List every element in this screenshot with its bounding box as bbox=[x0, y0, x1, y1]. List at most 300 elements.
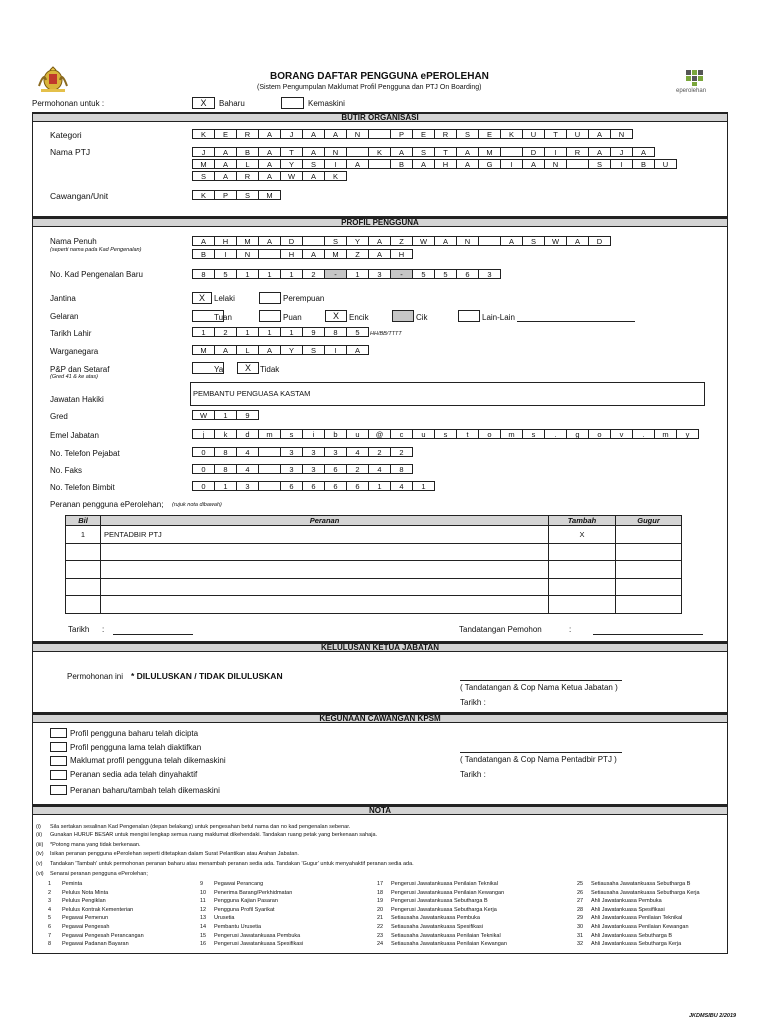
char-cell: S bbox=[588, 159, 611, 169]
char-cell: 8 bbox=[192, 269, 215, 279]
char-cell bbox=[500, 147, 523, 157]
lain-lain-input-line[interactable] bbox=[517, 321, 635, 322]
role-number: 23 bbox=[377, 932, 384, 939]
role-number: 4 bbox=[48, 906, 52, 913]
name-field-line2[interactable] bbox=[192, 249, 412, 259]
char-cell: 4 bbox=[236, 464, 259, 474]
applicant-sign-colon: : bbox=[569, 625, 572, 634]
dob-format: HH/BB/TTTT bbox=[370, 331, 402, 337]
char-cell: S bbox=[456, 129, 479, 139]
section-kelulusan: KELULUSAN KETUA JABATAN bbox=[33, 643, 727, 652]
role-number: 3 bbox=[48, 898, 52, 905]
note-text: Senarai peranan pengguna ePerolehan; bbox=[50, 871, 148, 877]
char-cell: t bbox=[456, 429, 479, 439]
pnp-label: P&P dan Setaraf bbox=[50, 365, 110, 374]
char-cell: A bbox=[434, 236, 457, 246]
char-cell: 2 bbox=[390, 447, 413, 457]
role-name: Pegawai Pemenun bbox=[62, 915, 109, 922]
checkbox-lelaki[interactable]: X bbox=[192, 292, 212, 304]
char-cell: S bbox=[324, 236, 347, 246]
char-cell: 3 bbox=[324, 447, 347, 457]
char-cell: H bbox=[434, 159, 457, 169]
note-number: (iii) bbox=[36, 842, 44, 848]
role-name: Pengerusi Jawatankuasa Pembuka bbox=[214, 932, 301, 939]
char-cell: B bbox=[236, 147, 259, 157]
char-cell: R bbox=[566, 147, 589, 157]
kategori-field[interactable] bbox=[192, 129, 632, 139]
note-text: Sila sertakan sesalinan Kad Pengenalan (depan belakang) untuk pengesahan betul nama dan no kad pengenalan sebenar. bbox=[50, 824, 351, 830]
kpsm-checkbox-4[interactable] bbox=[50, 770, 67, 780]
char-cell: T bbox=[544, 129, 567, 139]
role-number: 8 bbox=[48, 941, 52, 948]
role-name: Pengerusi Jawatankuasa Penilaian Kewangan bbox=[391, 889, 505, 896]
char-cell: A bbox=[258, 129, 281, 139]
char-cell: i bbox=[302, 429, 325, 439]
char-cell: s bbox=[434, 429, 457, 439]
char-cell: A bbox=[302, 171, 325, 181]
char-cell: m bbox=[654, 429, 677, 439]
section-kpsm: KEGUNAAN CAWANGAN KPSM bbox=[33, 714, 727, 723]
ptj-field-line2[interactable] bbox=[192, 159, 676, 169]
title-label: Gelaran bbox=[50, 312, 79, 321]
position-field[interactable]: PEMBANTU PENGUASA KASTAM bbox=[190, 382, 705, 406]
char-cell: D bbox=[522, 147, 545, 157]
char-cell: u bbox=[412, 429, 435, 439]
char-cell: 1 bbox=[258, 327, 281, 337]
label-lain-lain: Lain-Lain bbox=[482, 313, 515, 322]
char-cell: M bbox=[258, 190, 281, 200]
role-number: 31 bbox=[577, 932, 584, 939]
checkbox-puan[interactable] bbox=[259, 310, 281, 322]
kpsm-date-label: Tarikh : bbox=[460, 770, 486, 779]
char-cell: v bbox=[610, 429, 633, 439]
char-cell: 1 bbox=[236, 327, 259, 337]
kpsm-item-1: Profil pengguna baharu telah dicipta bbox=[70, 729, 199, 738]
char-cell: 9 bbox=[302, 327, 325, 337]
name-field-line1[interactable] bbox=[192, 236, 610, 246]
section-nota: NOTA bbox=[33, 806, 727, 815]
gender-label: Jantina bbox=[50, 294, 76, 303]
char-cell: 2 bbox=[302, 269, 325, 279]
char-cell: 4 bbox=[368, 464, 391, 474]
char-cell: S bbox=[522, 236, 545, 246]
role-name: Pengerusi Jawatankuasa Penilaian Teknikal bbox=[391, 881, 498, 887]
char-cell: @ bbox=[368, 429, 391, 439]
char-cell: N bbox=[610, 129, 633, 139]
role-number: 14 bbox=[200, 924, 207, 930]
footer-code: JKDMSIBU 2/2019 bbox=[689, 1013, 737, 1019]
kpsm-checkbox-3[interactable] bbox=[50, 756, 67, 766]
mobile-field[interactable] bbox=[192, 481, 434, 491]
char-cell: o bbox=[588, 429, 611, 439]
char-cell: d bbox=[236, 429, 259, 439]
char-cell: 1 bbox=[346, 269, 369, 279]
char-cell: A bbox=[302, 249, 325, 259]
char-cell: 3 bbox=[368, 269, 391, 279]
char-cell: P bbox=[214, 190, 237, 200]
char-cell: - bbox=[390, 269, 413, 279]
office-phone-label: No. Telefon Pejabat bbox=[50, 449, 120, 458]
char-cell: c bbox=[390, 429, 413, 439]
char-cell: 4 bbox=[236, 447, 259, 457]
applicant-date-label: Tarikh bbox=[68, 625, 90, 634]
role-number: 19 bbox=[377, 898, 384, 905]
role-number: 20 bbox=[377, 906, 384, 913]
char-cell: A bbox=[500, 236, 523, 246]
mobile-label: No. Telefon Bimbit bbox=[50, 483, 115, 492]
char-cell: H bbox=[280, 249, 303, 259]
checkbox-encik[interactable]: X bbox=[325, 310, 347, 322]
char-cell: E bbox=[412, 129, 435, 139]
char-cell: 1 bbox=[192, 327, 215, 337]
char-cell: A bbox=[368, 236, 391, 246]
char-cell: N bbox=[324, 147, 347, 157]
char-cell: K bbox=[324, 171, 347, 181]
char-cell: S bbox=[192, 171, 215, 181]
char-cell: I bbox=[500, 159, 523, 169]
char-cell: - bbox=[324, 269, 347, 279]
char-cell: L bbox=[236, 159, 259, 169]
char-cell: j bbox=[192, 429, 215, 439]
char-cell: m bbox=[258, 429, 281, 439]
char-cell: A bbox=[214, 159, 237, 169]
table-row[interactable] bbox=[66, 596, 682, 614]
char-cell: k bbox=[214, 429, 237, 439]
char-cell: R bbox=[236, 129, 259, 139]
char-cell: 6 bbox=[324, 481, 347, 491]
char-cell: A bbox=[192, 236, 215, 246]
kpsm-sign-line[interactable] bbox=[460, 752, 622, 753]
char-cell: J bbox=[280, 129, 303, 139]
char-cell: J bbox=[192, 147, 215, 157]
char-cell: 5 bbox=[346, 327, 369, 337]
char-cell bbox=[258, 447, 281, 457]
ic-field[interactable] bbox=[192, 269, 500, 279]
char-cell bbox=[346, 147, 369, 157]
approval-sign-label: ( Tandatangan & Cop Nama Ketua Jabatan ) bbox=[460, 683, 618, 692]
char-cell: A bbox=[302, 147, 325, 157]
char-cell: A bbox=[258, 147, 281, 157]
note-number: (iv) bbox=[36, 851, 44, 857]
table-row[interactable] bbox=[66, 543, 682, 561]
char-cell bbox=[258, 249, 281, 259]
kpsm-item-5: Peranan baharu/tambah telah dikemaskini bbox=[70, 786, 220, 795]
fax-field[interactable] bbox=[192, 464, 412, 474]
roles-note: (rujuk nota dibawah) bbox=[172, 502, 222, 508]
char-cell: 1 bbox=[280, 269, 303, 279]
char-cell: 1 bbox=[236, 269, 259, 279]
nationality-field[interactable] bbox=[192, 345, 368, 355]
note-text: Tandakan 'Tambah' untuk permohonan peranan baharu atau menambah peranan sedia ada. Tandakan 'Gugur' untuk menyahaktif peranan sedia ada. bbox=[50, 861, 414, 867]
fax-label: No. Faks bbox=[50, 466, 83, 475]
form-title: BORANG DAFTAR PENGGUNA ePEROLEHAN bbox=[270, 71, 489, 82]
role-name: Pembantu Urusetia bbox=[214, 924, 262, 930]
char-cell: . bbox=[544, 429, 567, 439]
section-profil-pengguna: PROFIL PENGGUNA bbox=[33, 218, 727, 227]
char-cell: Z bbox=[390, 236, 413, 246]
role-number: 30 bbox=[577, 924, 584, 930]
applicant-date-colon: : bbox=[102, 625, 105, 634]
role-name: Setiausaha Jawatankuasa Penilaian Kewangan bbox=[391, 941, 507, 948]
approval-sign-line[interactable] bbox=[460, 680, 622, 681]
role-name: Pengerusi Jawatankuasa Sebutharga Kerja bbox=[391, 906, 497, 913]
char-cell: K bbox=[500, 129, 523, 139]
approval-date-label: Tarikh : bbox=[460, 698, 486, 707]
char-cell: A bbox=[456, 159, 479, 169]
char-cell: A bbox=[632, 147, 655, 157]
char-cell: 3 bbox=[302, 447, 325, 457]
unit-field[interactable] bbox=[192, 190, 280, 200]
char-cell: 2 bbox=[368, 447, 391, 457]
role-number: 26 bbox=[577, 889, 584, 896]
note-text: Gunakan HURUF BESAR untuk mengisi lengkap semua ruang maklumat dikehendaki. Tandakan ruang petak yang berkenaan sahaja. bbox=[50, 832, 378, 838]
char-cell: b bbox=[324, 429, 347, 439]
role-number: 2 bbox=[48, 889, 52, 896]
char-cell: 6 bbox=[456, 269, 479, 279]
char-cell: J bbox=[610, 147, 633, 157]
char-cell: A bbox=[588, 147, 611, 157]
char-cell: 1 bbox=[214, 410, 237, 420]
char-cell: 8 bbox=[214, 464, 237, 474]
label-kemaskini: Kemaskini bbox=[308, 99, 345, 108]
note-number: (v) bbox=[36, 861, 43, 867]
section-butir-organisasi: BUTIR ORGANISASI bbox=[33, 113, 727, 122]
role-number: 10 bbox=[200, 889, 207, 896]
role-name: Pegawai Padanan Bayaran bbox=[62, 941, 129, 948]
char-cell: u bbox=[346, 429, 369, 439]
char-cell: I bbox=[324, 345, 347, 355]
char-cell: I bbox=[324, 159, 347, 169]
office-phone-field[interactable] bbox=[192, 447, 412, 457]
char-cell: 3 bbox=[236, 481, 259, 491]
char-cell: M bbox=[236, 236, 259, 246]
checkbox-lain-lain[interactable] bbox=[458, 310, 480, 322]
char-cell: A bbox=[258, 236, 281, 246]
char-cell: y bbox=[676, 429, 699, 439]
char-cell: K bbox=[192, 190, 215, 200]
char-cell: A bbox=[346, 345, 369, 355]
char-cell: W bbox=[412, 236, 435, 246]
note-number: (vi) bbox=[36, 871, 44, 877]
role-name: Pengguna Profil Syarikat bbox=[214, 906, 275, 913]
char-cell: A bbox=[214, 147, 237, 157]
char-cell: 3 bbox=[280, 447, 303, 457]
char-cell: S bbox=[302, 159, 325, 169]
char-cell: 0 bbox=[192, 464, 215, 474]
kategori-label: Kategori bbox=[50, 130, 82, 140]
char-cell: H bbox=[390, 249, 413, 259]
char-cell: A bbox=[258, 345, 281, 355]
char-cell: M bbox=[192, 159, 215, 169]
char-cell: R bbox=[434, 129, 457, 139]
checkbox-tidak[interactable]: X bbox=[237, 362, 259, 374]
role-number: 6 bbox=[48, 924, 52, 930]
kpsm-checkbox-2[interactable] bbox=[50, 742, 67, 752]
label-cik: Cik bbox=[416, 313, 428, 322]
role-name: Ahli Jawatankuasa Sebutharga B bbox=[591, 932, 673, 939]
grade-label: Gred bbox=[50, 412, 68, 421]
applicant-date-line[interactable] bbox=[113, 634, 193, 635]
eperolehan-logo-text: eperolehan bbox=[676, 88, 707, 94]
char-cell: 1 bbox=[368, 481, 391, 491]
role-name: Urusetia bbox=[214, 915, 235, 922]
ptj-field-line1[interactable] bbox=[192, 147, 654, 157]
char-cell: W bbox=[280, 171, 303, 181]
ptj-label: Nama PTJ bbox=[50, 147, 91, 157]
kpsm-item-2: Profil pengguna lama telah diaktifkan bbox=[70, 743, 202, 752]
char-cell: A bbox=[566, 236, 589, 246]
char-cell: I bbox=[610, 159, 633, 169]
position-label: Jawatan Hakiki bbox=[50, 395, 104, 404]
kpsm-checkbox-1[interactable] bbox=[50, 728, 67, 738]
char-cell: T bbox=[280, 147, 303, 157]
char-cell: A bbox=[324, 129, 347, 139]
ic-label: No. Kad Pengenalan Baru bbox=[50, 270, 143, 279]
label-puan: Puan bbox=[283, 313, 302, 322]
char-cell: B bbox=[632, 159, 655, 169]
char-cell: D bbox=[588, 236, 611, 246]
roles-table bbox=[65, 515, 682, 614]
char-cell: g bbox=[566, 429, 589, 439]
role-name: Setiausaha Jawatankuasa Sebutharga Kerja bbox=[591, 889, 700, 896]
checkbox-baharu[interactable]: X bbox=[192, 97, 215, 109]
note-number: (ii) bbox=[36, 832, 43, 838]
ptj-field-line3[interactable] bbox=[192, 171, 346, 181]
checkbox-kemaskini[interactable] bbox=[281, 97, 304, 109]
char-cell: U bbox=[566, 129, 589, 139]
label-baharu: Baharu bbox=[219, 99, 245, 108]
char-cell: 1 bbox=[214, 481, 237, 491]
char-cell: S bbox=[302, 345, 325, 355]
char-cell bbox=[478, 236, 501, 246]
email-field[interactable] bbox=[192, 429, 698, 439]
role-number: 28 bbox=[577, 906, 584, 913]
char-cell: 1 bbox=[258, 269, 281, 279]
role-number: 27 bbox=[577, 898, 584, 905]
char-cell: G bbox=[478, 159, 501, 169]
char-cell: 9 bbox=[236, 410, 259, 420]
char-cell: P bbox=[390, 129, 413, 139]
char-cell: A bbox=[302, 129, 325, 139]
applicant-sign-line[interactable] bbox=[593, 634, 703, 635]
role-number: 7 bbox=[48, 932, 52, 939]
char-cell: A bbox=[522, 159, 545, 169]
char-cell: I bbox=[214, 249, 237, 259]
dob-field[interactable] bbox=[192, 327, 368, 337]
char-cell: 5 bbox=[214, 269, 237, 279]
char-cell: T bbox=[434, 147, 457, 157]
char-cell: K bbox=[192, 129, 215, 139]
role-number: 12 bbox=[200, 906, 207, 913]
char-cell: 2 bbox=[214, 327, 237, 337]
char-cell: 5 bbox=[412, 269, 435, 279]
char-cell: A bbox=[258, 159, 281, 169]
char-cell: 4 bbox=[346, 447, 369, 457]
char-cell: 2 bbox=[346, 464, 369, 474]
char-cell: m bbox=[500, 429, 523, 439]
role-name: Setiausaha Jawatankuasa Spesifikasi bbox=[391, 924, 484, 930]
table-row[interactable]: 1 PENTADBIR PTJ X bbox=[66, 526, 682, 544]
char-cell: Y bbox=[346, 236, 369, 246]
char-cell: K bbox=[368, 147, 391, 157]
char-cell: L bbox=[236, 345, 259, 355]
role-number: 5 bbox=[48, 915, 52, 922]
label-lelaki: Lelaki bbox=[214, 294, 235, 303]
dob-label: Tarikh Lahir bbox=[50, 329, 92, 338]
char-cell: o bbox=[478, 429, 501, 439]
char-cell: 1 bbox=[412, 481, 435, 491]
role-name: Ahli Jawatankuasa Pembuka bbox=[591, 898, 662, 905]
approval-decision: * DILULUSKAN / TIDAK DILULUSKAN bbox=[131, 671, 283, 681]
col-tambah: Tambah bbox=[549, 516, 616, 526]
checkbox-cik[interactable] bbox=[392, 310, 414, 322]
char-cell: A bbox=[346, 159, 369, 169]
char-cell bbox=[566, 159, 589, 169]
char-cell: 8 bbox=[390, 464, 413, 474]
role-number: 17 bbox=[377, 881, 384, 887]
char-cell: A bbox=[258, 171, 281, 181]
char-cell: U bbox=[522, 129, 545, 139]
char-cell: S bbox=[236, 190, 259, 200]
table-row[interactable] bbox=[66, 561, 682, 579]
char-cell: . bbox=[632, 429, 655, 439]
col-bil: Bil bbox=[66, 516, 101, 526]
char-cell: A bbox=[390, 147, 413, 157]
char-cell: Z bbox=[346, 249, 369, 259]
label-perempuan: Perempuan bbox=[283, 294, 325, 303]
char-cell: W bbox=[192, 410, 215, 420]
char-cell: A bbox=[456, 147, 479, 157]
char-cell: 3 bbox=[302, 464, 325, 474]
char-cell: 8 bbox=[324, 327, 347, 337]
kpsm-sign-label: ( Tandatangan & Cop Nama Pentadbir PTJ ) bbox=[460, 755, 617, 764]
char-cell: D bbox=[280, 236, 303, 246]
char-cell: N bbox=[236, 249, 259, 259]
char-cell: B bbox=[192, 249, 215, 259]
char-cell: 4 bbox=[390, 481, 413, 491]
label-encik: Encik bbox=[349, 313, 369, 322]
roles-label: Peranan pengguna ePerolehan; bbox=[50, 500, 164, 509]
char-cell: 0 bbox=[192, 447, 215, 457]
role-name: Pengguna Kajian Pasaran bbox=[214, 898, 278, 905]
grade-field[interactable] bbox=[192, 410, 258, 420]
role-name: Penerima Barang/Perkhidmatan bbox=[214, 889, 293, 896]
table-row[interactable] bbox=[66, 578, 682, 596]
unit-label: Cawangan/Unit bbox=[50, 191, 109, 201]
kpsm-checkbox-5[interactable] bbox=[50, 785, 67, 795]
char-cell bbox=[302, 236, 325, 246]
kpsm-item-3: Maklumat profil pengguna telah dikemaskini bbox=[70, 756, 226, 765]
char-cell: R bbox=[236, 171, 259, 181]
note-number: (i) bbox=[36, 824, 41, 830]
role-name: Pengerusi Jawatankuasa Sebutharga B bbox=[391, 898, 488, 905]
checkbox-perempuan[interactable] bbox=[259, 292, 281, 304]
role-name: Setiausaha Jawatankuasa Pembuka bbox=[391, 915, 480, 922]
char-cell: A bbox=[588, 129, 611, 139]
role-name: Pegawai Pengesah bbox=[62, 924, 110, 930]
char-cell: 6 bbox=[324, 464, 347, 474]
char-cell: 1 bbox=[280, 327, 303, 337]
role-name: Pelulus Kontrak Kementerian bbox=[62, 906, 134, 913]
char-cell: A bbox=[368, 249, 391, 259]
char-cell: S bbox=[412, 147, 435, 157]
char-cell: B bbox=[390, 159, 413, 169]
char-cell: N bbox=[544, 159, 567, 169]
col-peranan: Peranan bbox=[101, 516, 549, 526]
role-number: 1 bbox=[48, 881, 52, 887]
char-cell: I bbox=[544, 147, 567, 157]
note-text: *Potong mana yang tidak berkenaan. bbox=[50, 842, 141, 848]
